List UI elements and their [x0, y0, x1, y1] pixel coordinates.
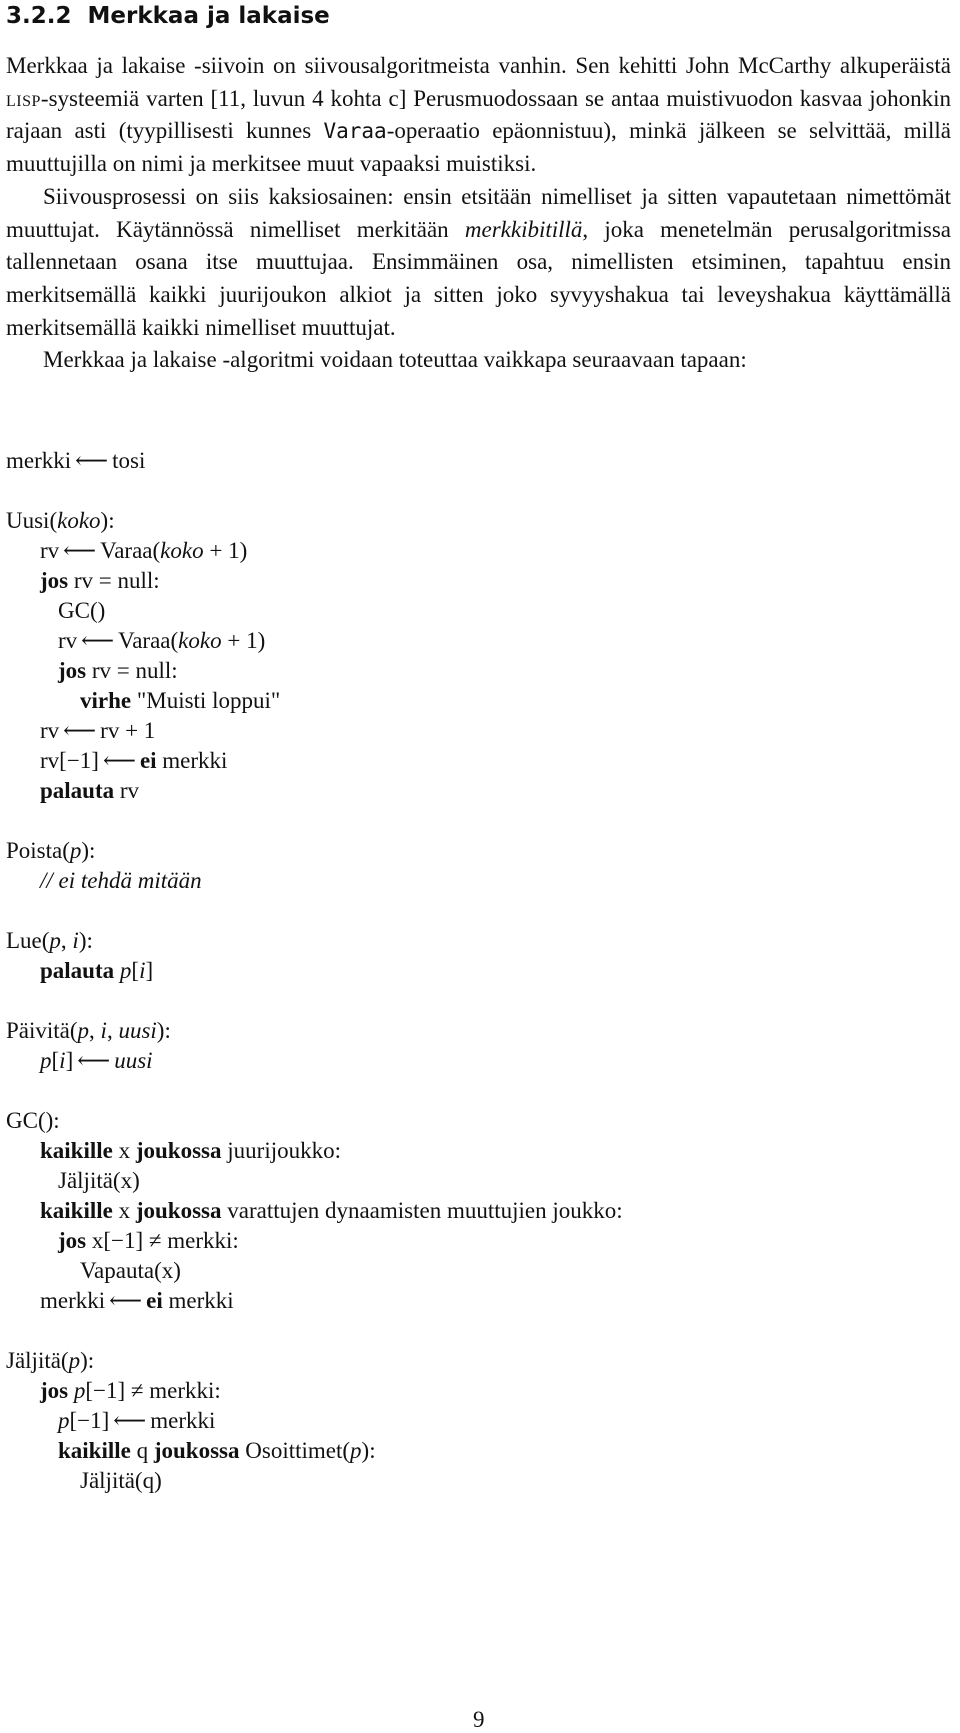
left-arrow-icon: ⟵: [102, 748, 136, 773]
algo-token: rv: [114, 778, 140, 803]
left-arrow-icon: ⟵: [63, 718, 97, 743]
section-heading: [6, 2, 951, 30]
algo-token: [: [51, 1048, 60, 1073]
algo-line: [40, 566, 160, 596]
algo-token: p: [73, 1378, 86, 1403]
paragraph-algorithm-intro: Merkkaa ja lakaise -algoritmi voidaan toteuttaa vaikkapa seuraavaan tapaan:: [43, 347, 747, 373]
algo-token: kaikille: [58, 1438, 131, 1463]
algo-token: Jäljitä(q): [80, 1468, 162, 1493]
algo-line: [58, 1166, 140, 1196]
algo-token: i: [100, 1018, 107, 1043]
algo-token: rv[−1]: [40, 748, 99, 773]
algo-line: [40, 1376, 221, 1406]
algo-token: jos: [40, 1378, 69, 1403]
algo-token: Poista(: [6, 838, 70, 863]
algo-token: + 1): [221, 628, 266, 653]
algo-token: ,: [60, 928, 73, 953]
algo-token: p: [77, 1018, 90, 1043]
algo-token: Päivitä(: [6, 1018, 78, 1043]
algo-token: p: [69, 838, 82, 863]
algo-token: ,: [89, 1018, 101, 1043]
text-run: -operaatio epäonnistuu), minkä jälkeen se selvittää, millä muuttujilla on nimi ja merkitsee muut vapaaksi muistiksi.: [6, 118, 951, 177]
algo-token: GC():: [6, 1108, 60, 1133]
algo-token: Jäljitä(x): [58, 1168, 140, 1193]
algo-token: virhe: [80, 688, 132, 713]
algo-line: [40, 776, 139, 806]
algo-token: ):: [361, 1438, 376, 1463]
algo-token: kaikille: [40, 1138, 113, 1163]
algo-line: [58, 1406, 215, 1436]
algo-token: kaikille: [40, 1198, 113, 1223]
algo-token: i: [72, 928, 79, 953]
left-arrow-icon: ⟵: [63, 538, 97, 563]
algo-token: [−1]: [69, 1408, 110, 1433]
algo-token: palauta: [40, 958, 115, 983]
algo-token: [: [131, 958, 140, 983]
algo-token: tosi: [112, 448, 146, 473]
page-number: 9: [473, 1707, 485, 1732]
algo-line: [6, 1106, 60, 1136]
algo-token: Jäljitä(: [6, 1348, 69, 1373]
algo-token: rv + 1: [100, 718, 156, 743]
text-run: Merkkaa ja lakaise -siivoin on siivousalgoritmeista vanhin. Sen kehitti John McCarthy alkuperäistä: [6, 53, 951, 78]
algo-token: "Muisti loppui": [131, 688, 281, 713]
algo-line: [40, 716, 155, 746]
algo-line: [80, 1256, 181, 1286]
algo-token: rv: [58, 628, 78, 653]
paragraph-process: [6, 181, 951, 345]
algo-token: merkki: [162, 1288, 234, 1313]
algo-token: i: [139, 958, 146, 983]
algo-token: ]: [65, 1048, 74, 1073]
algo-token: p: [40, 1048, 52, 1073]
left-arrow-icon: ⟵: [109, 1288, 143, 1313]
algo-token: ):: [100, 508, 115, 533]
algo-token: joukossa: [135, 1198, 222, 1223]
text-run: Siivousprosessi on siis kaksiosainen: ensin etsitään nimelliset ja sitten vapautetaan nimettömät muuttujat. Käytännössä nimelliset merkitään: [6, 183, 951, 242]
text-run: , joka menetelmän perusalgoritmissa tallennetaan osana itse muuttujaa. Ensimmäinen osa, nimellisten etsiminen, tapahtuu ensin merkitsemällä kaikki juurijoukon alkiot ja sitten joko syvyyshakua tai leveyshakua käyttämällä merkitsemällä kaikki nimelliset muuttujat.: [6, 216, 951, 340]
algo-line: [6, 1016, 171, 1046]
algo-token: p: [58, 1408, 70, 1433]
algo-token: uusi: [114, 1048, 153, 1073]
algo-line: [40, 1286, 234, 1316]
algo-line: [80, 1466, 162, 1496]
algo-line: [6, 836, 95, 866]
left-arrow-icon: ⟵: [81, 628, 115, 653]
algo-token: koko: [160, 538, 204, 563]
algo-token: rv = null:: [86, 658, 178, 683]
algo-token: rv: [40, 718, 60, 743]
algo-token: GC(): [58, 598, 106, 623]
text-run: -systeemiä varten [11, luvun 4 kohta c] Perusmuodossaan se antaa muistivuodon kasvaa johonkin rajaan asti (tyypillisesti kunnes: [6, 85, 951, 144]
algo-token: p: [119, 958, 132, 983]
algo-line: [6, 446, 145, 476]
algo-token: ]: [145, 958, 154, 983]
algo-token: ei: [146, 1288, 163, 1313]
algo-line: [40, 956, 153, 986]
algo-line: [58, 596, 105, 626]
algo-line: [6, 926, 93, 956]
algo-token: [−1] ≠ merkki:: [85, 1378, 221, 1403]
algo-token: joukossa: [153, 1438, 240, 1463]
algo-token: Varaa(: [118, 628, 179, 653]
algo-token: p: [350, 1438, 362, 1463]
code-varaa: Varaa: [323, 119, 387, 144]
algo-token: rv: [40, 538, 60, 563]
algo-token: jos: [40, 568, 69, 593]
left-arrow-icon: ⟵: [77, 1048, 111, 1073]
algo-line: [40, 746, 227, 776]
algo-token: jos: [58, 658, 87, 683]
algo-token: // ei tehdä mitään: [40, 868, 202, 893]
algo-token: Vapauta(x): [80, 1258, 181, 1283]
algo-token: koko: [57, 508, 101, 533]
algo-token: merkki: [6, 448, 72, 473]
algo-token: q: [130, 1438, 154, 1463]
lisp-smallcaps: lisp: [6, 85, 41, 111]
algo-token: rv = null:: [68, 568, 160, 593]
algo-token: Osoittimet(: [239, 1438, 351, 1463]
algo-token: ):: [81, 838, 96, 863]
algo-token: x: [112, 1138, 136, 1163]
left-arrow-icon: ⟵: [113, 1408, 147, 1433]
algo-line: [58, 1226, 239, 1256]
algo-line: [40, 1046, 153, 1076]
algo-token: ei: [139, 748, 157, 773]
algo-line: [40, 1136, 341, 1166]
algo-token: + 1): [203, 538, 248, 563]
algo-token: juurijoukko:: [221, 1138, 341, 1163]
algo-token: x[−1] ≠ merkki:: [86, 1228, 239, 1253]
section-number: 3.2.2: [6, 3, 72, 29]
algo-token: ):: [80, 1348, 95, 1373]
algo-line: [80, 686, 280, 716]
algo-line: [58, 626, 265, 656]
algo-token: joukossa: [135, 1138, 222, 1163]
algo-token: jos: [58, 1228, 87, 1253]
paragraph-intro: [6, 50, 951, 181]
algo-token: ):: [156, 1018, 171, 1043]
algo-token: i: [59, 1048, 66, 1073]
algo-token: Varaa(: [100, 538, 161, 563]
algo-token: palauta: [40, 778, 115, 803]
algo-line: [40, 1196, 623, 1226]
algo-token: merkki: [150, 1408, 216, 1433]
algo-token: ,: [106, 1018, 119, 1043]
algo-line: [40, 536, 247, 566]
algo-token: uusi: [118, 1018, 157, 1043]
section-title: Merkkaa ja lakaise: [87, 3, 330, 29]
algo-line: [58, 656, 178, 686]
left-arrow-icon: ⟵: [75, 448, 109, 473]
algo-line: [6, 1346, 94, 1376]
algo-token: p: [68, 1348, 81, 1373]
algo-line-comment: [40, 866, 202, 896]
algo-token: varattujen dynaamisten muuttujien joukko:: [221, 1198, 623, 1223]
emphasis-merkkibitilla: merkkibitillä: [464, 216, 583, 242]
algo-token: koko: [178, 628, 222, 653]
algo-token: ):: [78, 928, 93, 953]
algo-line: [58, 1436, 376, 1466]
algo-token: p: [49, 928, 61, 953]
algo-token: Lue(: [6, 928, 50, 953]
algo-line: [6, 506, 115, 536]
algo-token: x: [112, 1198, 136, 1223]
algo-token: Uusi(: [6, 508, 58, 533]
algo-token: merkki: [40, 1288, 106, 1313]
algo-token: merkki: [156, 748, 228, 773]
document-page: [6, 0, 951, 377]
